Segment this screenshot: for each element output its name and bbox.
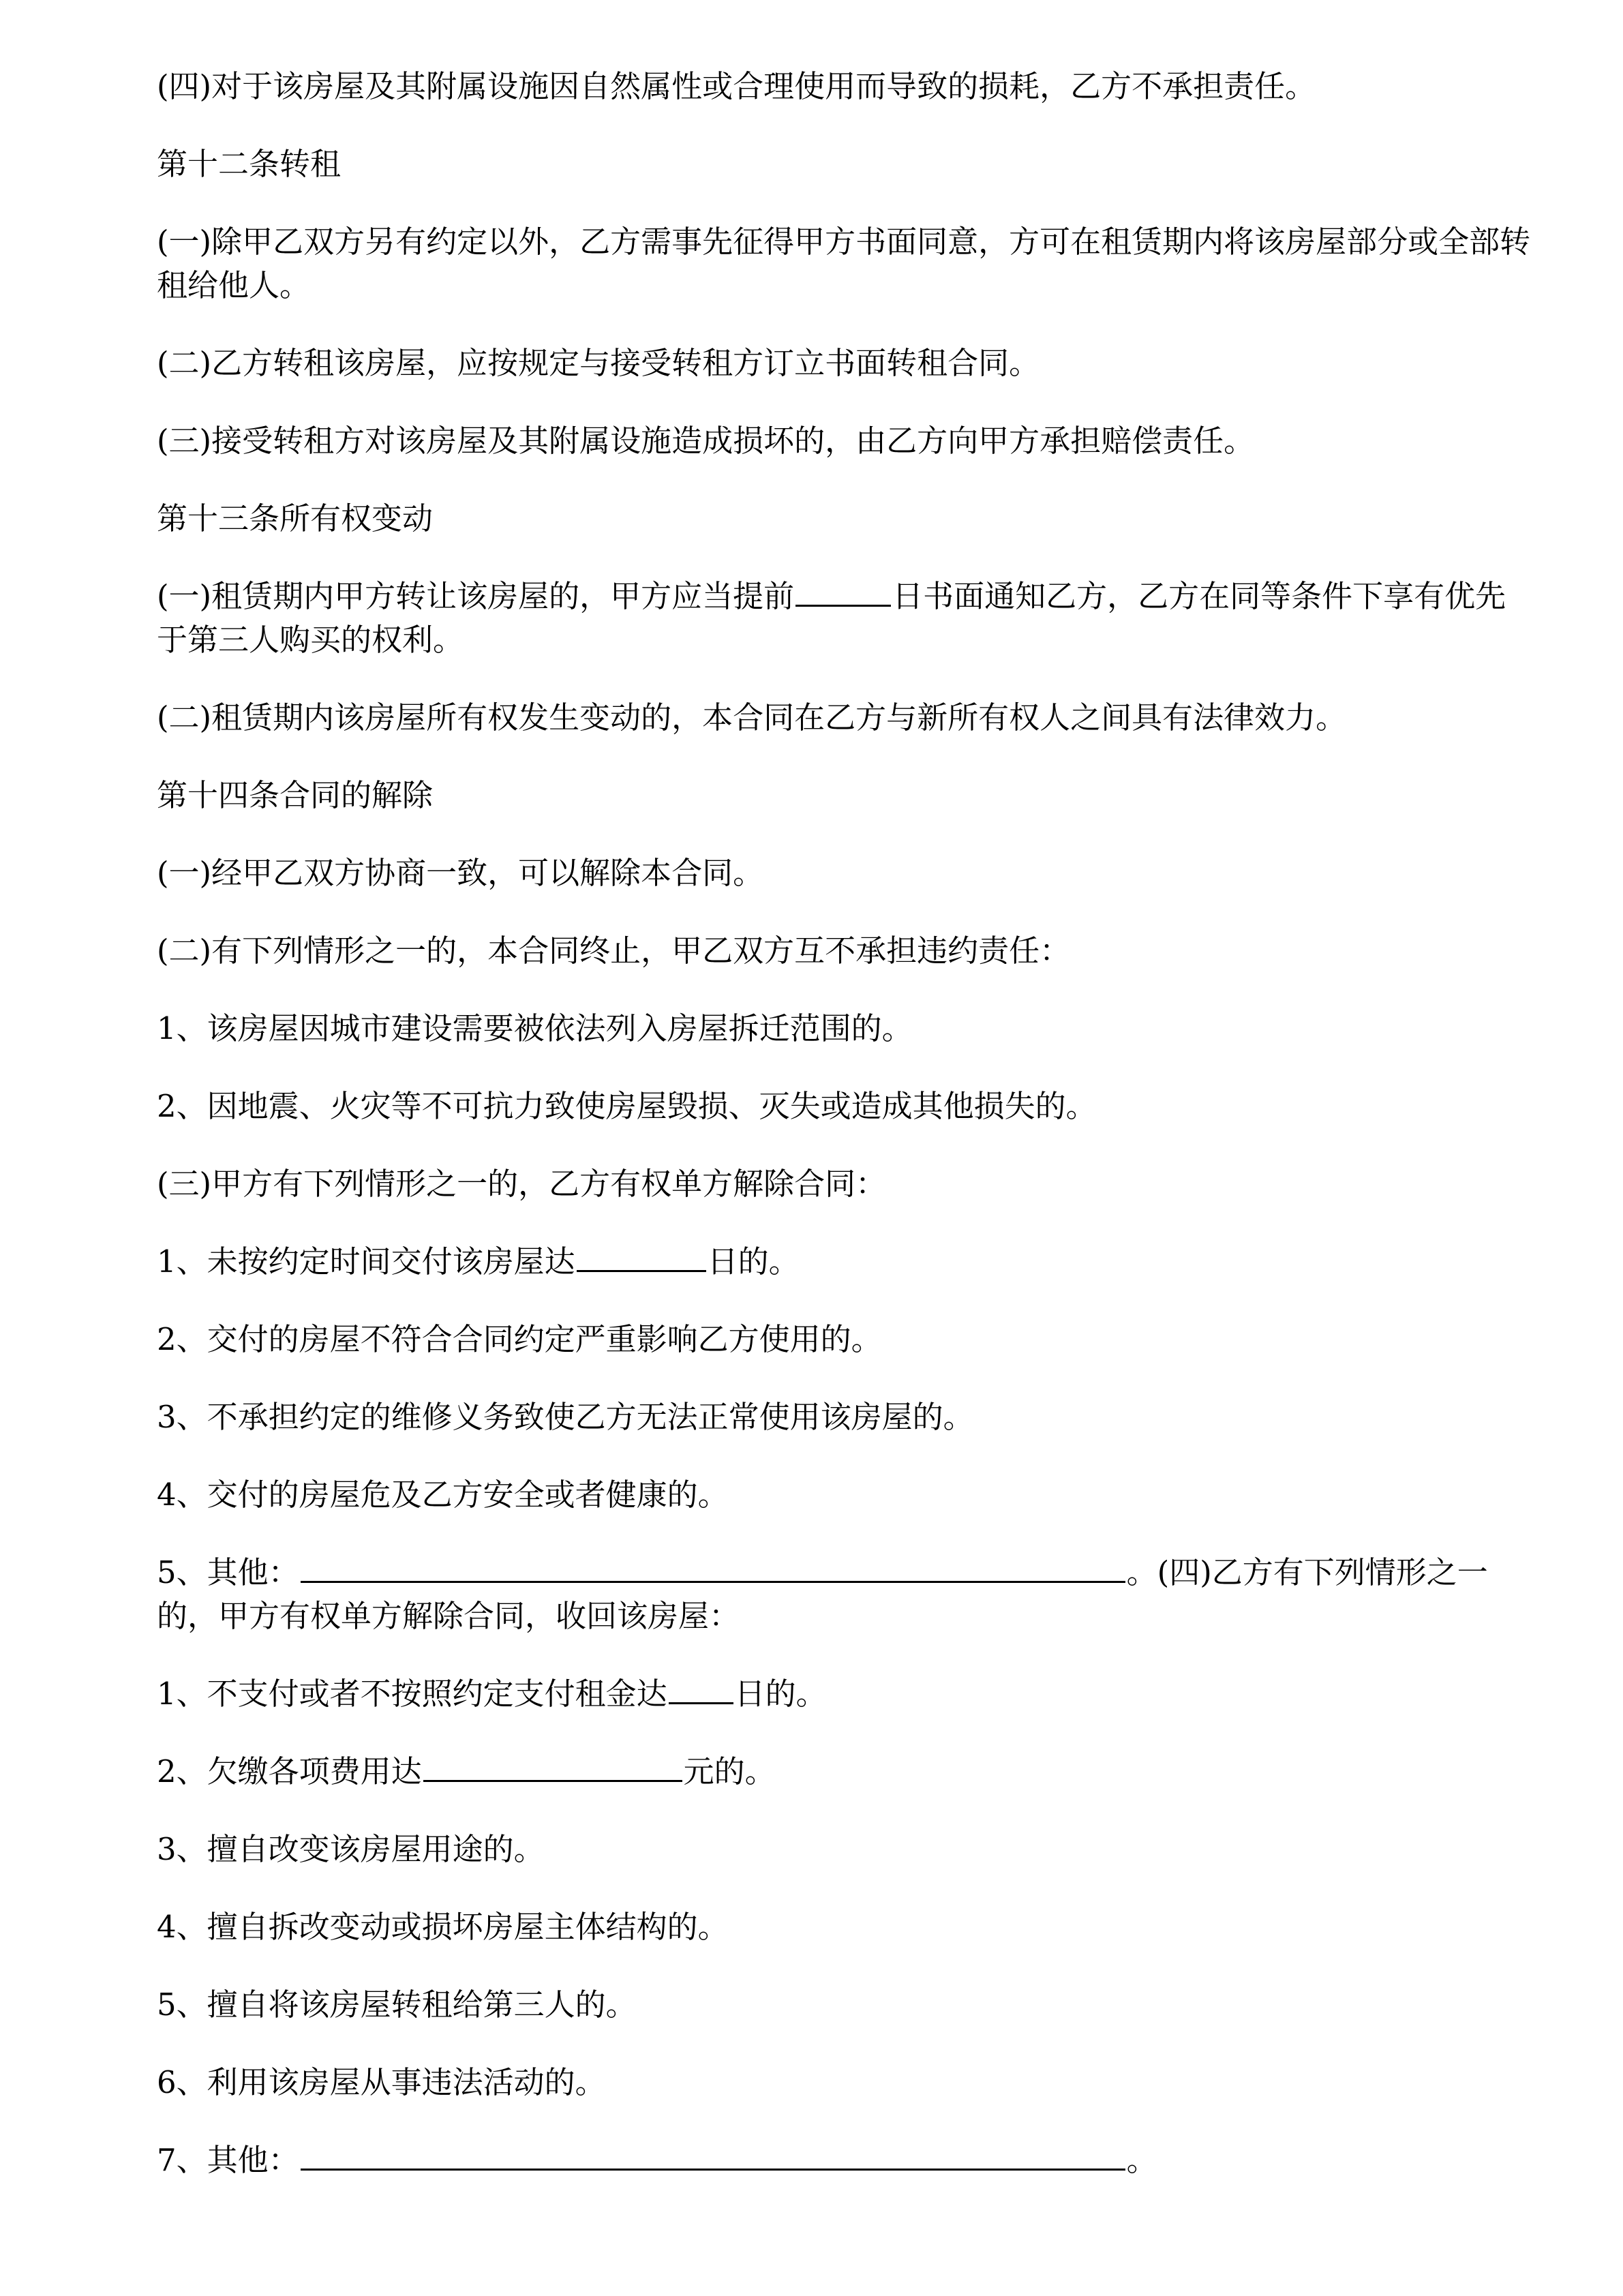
paragraph-text: (二)乙方转租该房屋，应按规定与接受转租方订立书面转租合同。 xyxy=(157,345,1040,381)
fill-blank-rent-days[interactable] xyxy=(669,1675,733,1704)
list-item xyxy=(157,2061,1534,2104)
fill-blank-fee-amount[interactable] xyxy=(423,1753,682,1782)
list-item xyxy=(157,1473,1534,1517)
list-item xyxy=(157,1318,1534,1361)
list-item xyxy=(157,1672,1534,1716)
paragraph-text: 2、因地震、火灾等不可抗力致使房屋毁损、灭失或造成其他损失的。 xyxy=(157,1088,1097,1124)
list-item xyxy=(157,1750,1534,1794)
paragraph-sublet-1 xyxy=(157,220,1534,307)
paragraph-text: (一)租赁期内甲方转让该房屋的，甲方应当提前 xyxy=(157,578,795,614)
article-heading-13 xyxy=(157,497,1534,541)
paragraph-text: 7、其他： xyxy=(157,2142,299,2178)
paragraph-termination-3 xyxy=(157,1162,1534,1206)
paragraph-text: (三)接受转租方对该房屋及其附属设施造成损坏的，由乙方向甲方承担赔偿责任。 xyxy=(157,423,1255,459)
paragraph-text: 5、其他： xyxy=(157,1554,299,1590)
list-item xyxy=(157,1828,1534,1871)
paragraph-text: 4、交付的房屋危及乙方安全或者健康的。 xyxy=(157,1477,729,1513)
paragraph-termination-2 xyxy=(157,929,1534,973)
paragraph-item-4 xyxy=(157,65,1534,108)
paragraph-text: 3、擅自改变该房屋用途的。 xyxy=(157,1831,545,1867)
paragraph-text: (二)有下列情形之一的，本合同终止，甲乙双方互不承担违约责任： xyxy=(157,933,1071,969)
paragraph-text: 3、不承担约定的维修义务致使乙方无法正常使用该房屋的。 xyxy=(157,1399,974,1435)
paragraph-termination-1 xyxy=(157,851,1534,895)
paragraph-text: 2、欠缴各项费用达 xyxy=(157,1753,422,1789)
document-page xyxy=(157,65,1534,2216)
fill-blank-delivery-days[interactable] xyxy=(577,1243,706,1272)
fill-blank-other-1[interactable] xyxy=(301,1554,1125,1583)
paragraph-text: 4、擅自拆改变动或损坏房屋主体结构的。 xyxy=(157,1909,729,1945)
list-item xyxy=(157,2139,1534,2182)
list-item xyxy=(157,1551,1534,1638)
paragraph-text: 日的。 xyxy=(707,1243,800,1280)
article-heading-12 xyxy=(157,142,1534,186)
paragraph-text: 日的。 xyxy=(734,1676,827,1712)
paragraph-ownership-2 xyxy=(157,696,1534,740)
fill-blank-days-notice[interactable] xyxy=(795,577,891,607)
list-item xyxy=(157,1085,1534,1128)
paragraph-text: (一)除甲乙双方另有约定以外，乙方需事先征得甲方书面同意，方可在租赁期内将该房屋部分或全部转租给他人。 xyxy=(157,224,1531,303)
heading-text: 第十三条所有权变动 xyxy=(157,500,434,537)
article-heading-14 xyxy=(157,774,1534,817)
list-item xyxy=(157,1983,1534,2027)
paragraph-text: (二)租赁期内该房屋所有权发生变动的，本合同在乙方与新所有权人之间具有法律效力。 xyxy=(157,699,1347,736)
paragraph-text: 6、利用该房屋从事违法活动的。 xyxy=(157,2064,606,2100)
list-item xyxy=(157,1007,1534,1051)
paragraph-text: (一)经甲乙双方协商一致，可以解除本合同。 xyxy=(157,855,764,891)
paragraph-text: 2、交付的房屋不符合合同约定严重影响乙方使用的。 xyxy=(157,1321,882,1357)
paragraph-text: 5、擅自将该房屋转租给第三人的。 xyxy=(157,1987,637,2023)
paragraph-text: 1、未按约定时间交付该房屋达 xyxy=(157,1243,575,1280)
list-item xyxy=(157,1905,1534,1949)
list-item xyxy=(157,1395,1534,1439)
paragraph-text: 日书面通知乙方，乙方在同等条件下享有优先于第三人购买的权利。 xyxy=(157,578,1506,658)
heading-text: 第十四条合同的解除 xyxy=(157,777,434,813)
paragraph-text: (四)对于该房屋及其附属设施因自然属性或合理使用而导致的损耗，乙方不承担责任。 xyxy=(157,68,1316,104)
heading-text: 第十二条转租 xyxy=(157,146,342,182)
paragraph-text: 。 xyxy=(1126,2142,1157,2178)
paragraph-ownership-1 xyxy=(157,575,1534,662)
paragraph-text: 元的。 xyxy=(683,1753,776,1789)
fill-blank-other-2[interactable] xyxy=(301,2141,1125,2171)
list-item xyxy=(157,1240,1534,1284)
paragraph-text: 1、不支付或者不按照约定支付租金达 xyxy=(157,1676,667,1712)
paragraph-text: 。(四)乙方有下列情形之一的，甲方有权单方解除合同，收回该房屋： xyxy=(157,1554,1488,1634)
paragraph-sublet-3 xyxy=(157,419,1534,463)
paragraph-text: (三)甲方有下列情形之一的，乙方有权单方解除合同： xyxy=(157,1166,887,1202)
paragraph-sublet-2 xyxy=(157,342,1534,385)
paragraph-text: 1、该房屋因城市建设需要被依法列入房屋拆迁范围的。 xyxy=(157,1010,913,1046)
